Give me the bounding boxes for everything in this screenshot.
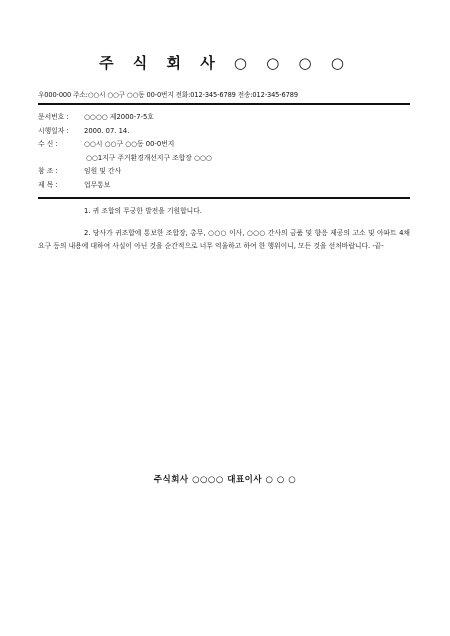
recipient-row-2 bbox=[38, 152, 410, 166]
doc-number-row bbox=[38, 111, 410, 125]
date-row bbox=[38, 125, 410, 139]
subject-value: 업무통보 bbox=[84, 180, 111, 189]
cc-row bbox=[38, 165, 410, 179]
signature-line: 주식회사 ○○○○ 대표이사 ○ ○ ○ bbox=[153, 475, 297, 485]
body-paragraph-2: 2. 당사가 귀조합에 통보한 조합장, 총무, ○○○ 이사, ○○○ 간사의 금품 및 향응 제공의 고소 및 아파트 4채 요구 등의 내용에 대하여 사실이 아닌 것을 순간적으로 너무 억울하고 하여 한 행위이니, 모든 것을 선처바랍니다. -끝- bbox=[38, 229, 410, 250]
subject-row bbox=[38, 179, 410, 193]
document-meta bbox=[38, 111, 410, 192]
header-divider bbox=[38, 103, 410, 105]
company-title: 주 식 회 사 ○ ○ ○ ○ bbox=[99, 54, 351, 72]
doc-number-label: 문서번호 : bbox=[38, 113, 69, 121]
subject-label: 제 목 : bbox=[38, 180, 58, 189]
cc-value: 임원 및 간사 bbox=[84, 167, 122, 175]
document-body bbox=[38, 205, 410, 253]
doc-number-value: ○○○○ 제2000-7-5호 bbox=[84, 113, 154, 121]
address-line: 우000-000 주소:○○시 ○○구 ○○동 00-0번지 전화:012-345-6789 전송:012-345-6789 bbox=[38, 91, 298, 99]
recipient-line2: ○○1지구 주거환경개선지구 조합장 ○○○ bbox=[86, 153, 212, 162]
recipient-row bbox=[38, 138, 410, 152]
cc-label: 참 조 : bbox=[38, 167, 58, 175]
body-paragraph-1: 1. 귀 조합의 무궁한 발전을 기원합니다. bbox=[84, 207, 202, 215]
date-label: 시행일자 : bbox=[38, 126, 69, 135]
recipient-label: 수 신 : bbox=[38, 140, 58, 148]
date-value: 2000. 07. 14. bbox=[84, 126, 130, 135]
meta-divider bbox=[38, 197, 410, 199]
recipient-value: ○○시 ○○구 ○○동 00-0번지 bbox=[84, 140, 175, 148]
